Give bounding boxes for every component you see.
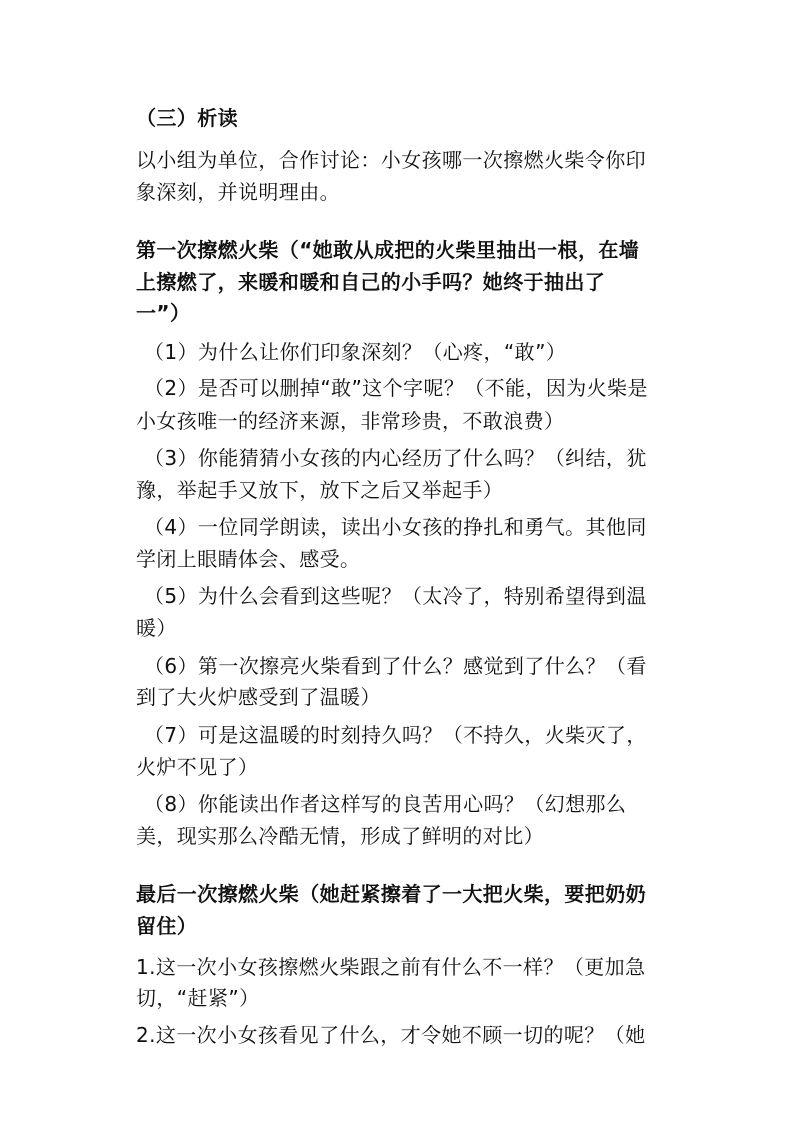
- part1-item-2-line-2: 小女孩唯一的经济来源，非常珍贵，不敢浪费）: [136, 409, 565, 433]
- part1-item-8-line-2: 美，现实那么冷酷无情，形成了鲜明的对比）: [136, 824, 544, 848]
- part1-item-8-line-1: （8）你能读出作者这样写的良苦用心吗？（幻想那么: [144, 792, 627, 816]
- part2-item-1-line-1: 1.这一次小女孩擦燃火柴跟之前有什么不一样？（更加急: [136, 955, 646, 979]
- section-heading: （三）析读: [136, 106, 238, 130]
- part1-item-3-line-1: （3）你能猜猜小女孩的内心经历了什么吗？（纠结，犹: [144, 446, 647, 470]
- part2-heading-line-2: 留住）: [136, 914, 198, 938]
- part2-item-2-line-1: 2.这一次小女孩看见了什么，才令她不顾一切的呢？（她: [136, 1023, 646, 1047]
- intro-line-1: 以小组为单位，合作讨论：小女孩哪一次擦燃火柴令你印: [136, 148, 646, 172]
- part1-item-6-line-1: （6）第一次擦亮火柴看到了什么？感觉到了什么？（看: [144, 654, 647, 678]
- intro-line-2: 象深刻，并说明理由。: [136, 180, 340, 204]
- part1-item-7-line-1: （7）可是这温暖的时刻持久吗？（不持久，火柴灭了，: [144, 723, 647, 747]
- part1-heading-line-1: 第一次擦燃火柴（“她敢从成把的火柴里抽出一根，在墙: [136, 238, 640, 262]
- part2-item-1-line-2: 切，“赶紧”）: [136, 986, 260, 1010]
- part1-heading-line-2: 上擦燃了，来暖和暖和自己的小手吗？她终于抽出了: [136, 270, 606, 294]
- part1-item-3-line-2: 豫，举起手又放下，放下之后又举起手）: [136, 478, 504, 502]
- part1-item-7-line-2: 火炉不见了）: [136, 755, 259, 779]
- part1-item-5-line-2: 暖）: [136, 616, 177, 640]
- part1-item-4-line-1: （4）一位同学朗读，读出小女孩的挣扎和勇气。其他同: [144, 515, 647, 539]
- part1-item-4-line-2: 学闭上眼睛体会、感受。: [136, 547, 361, 571]
- part1-item-5-line-1: （5）为什么会看到这些呢？（太冷了，特别希望得到温: [144, 584, 647, 608]
- part2-heading-line-1: 最后一次擦燃火柴（她赶紧擦着了一大把火柴，要把奶奶: [136, 882, 646, 906]
- part1-item-6-line-2: 到了大火炉感受到了温暖）: [136, 685, 381, 709]
- part1-heading-line-3: 一”）: [136, 301, 191, 325]
- part1-item-1-line-1: （1）为什么让你们印象深刻？（心疼，“敢”）: [144, 340, 567, 364]
- part1-item-2-line-1: （2）是否可以删掉“敢”这个字呢？（不能，因为火柴是: [144, 376, 648, 400]
